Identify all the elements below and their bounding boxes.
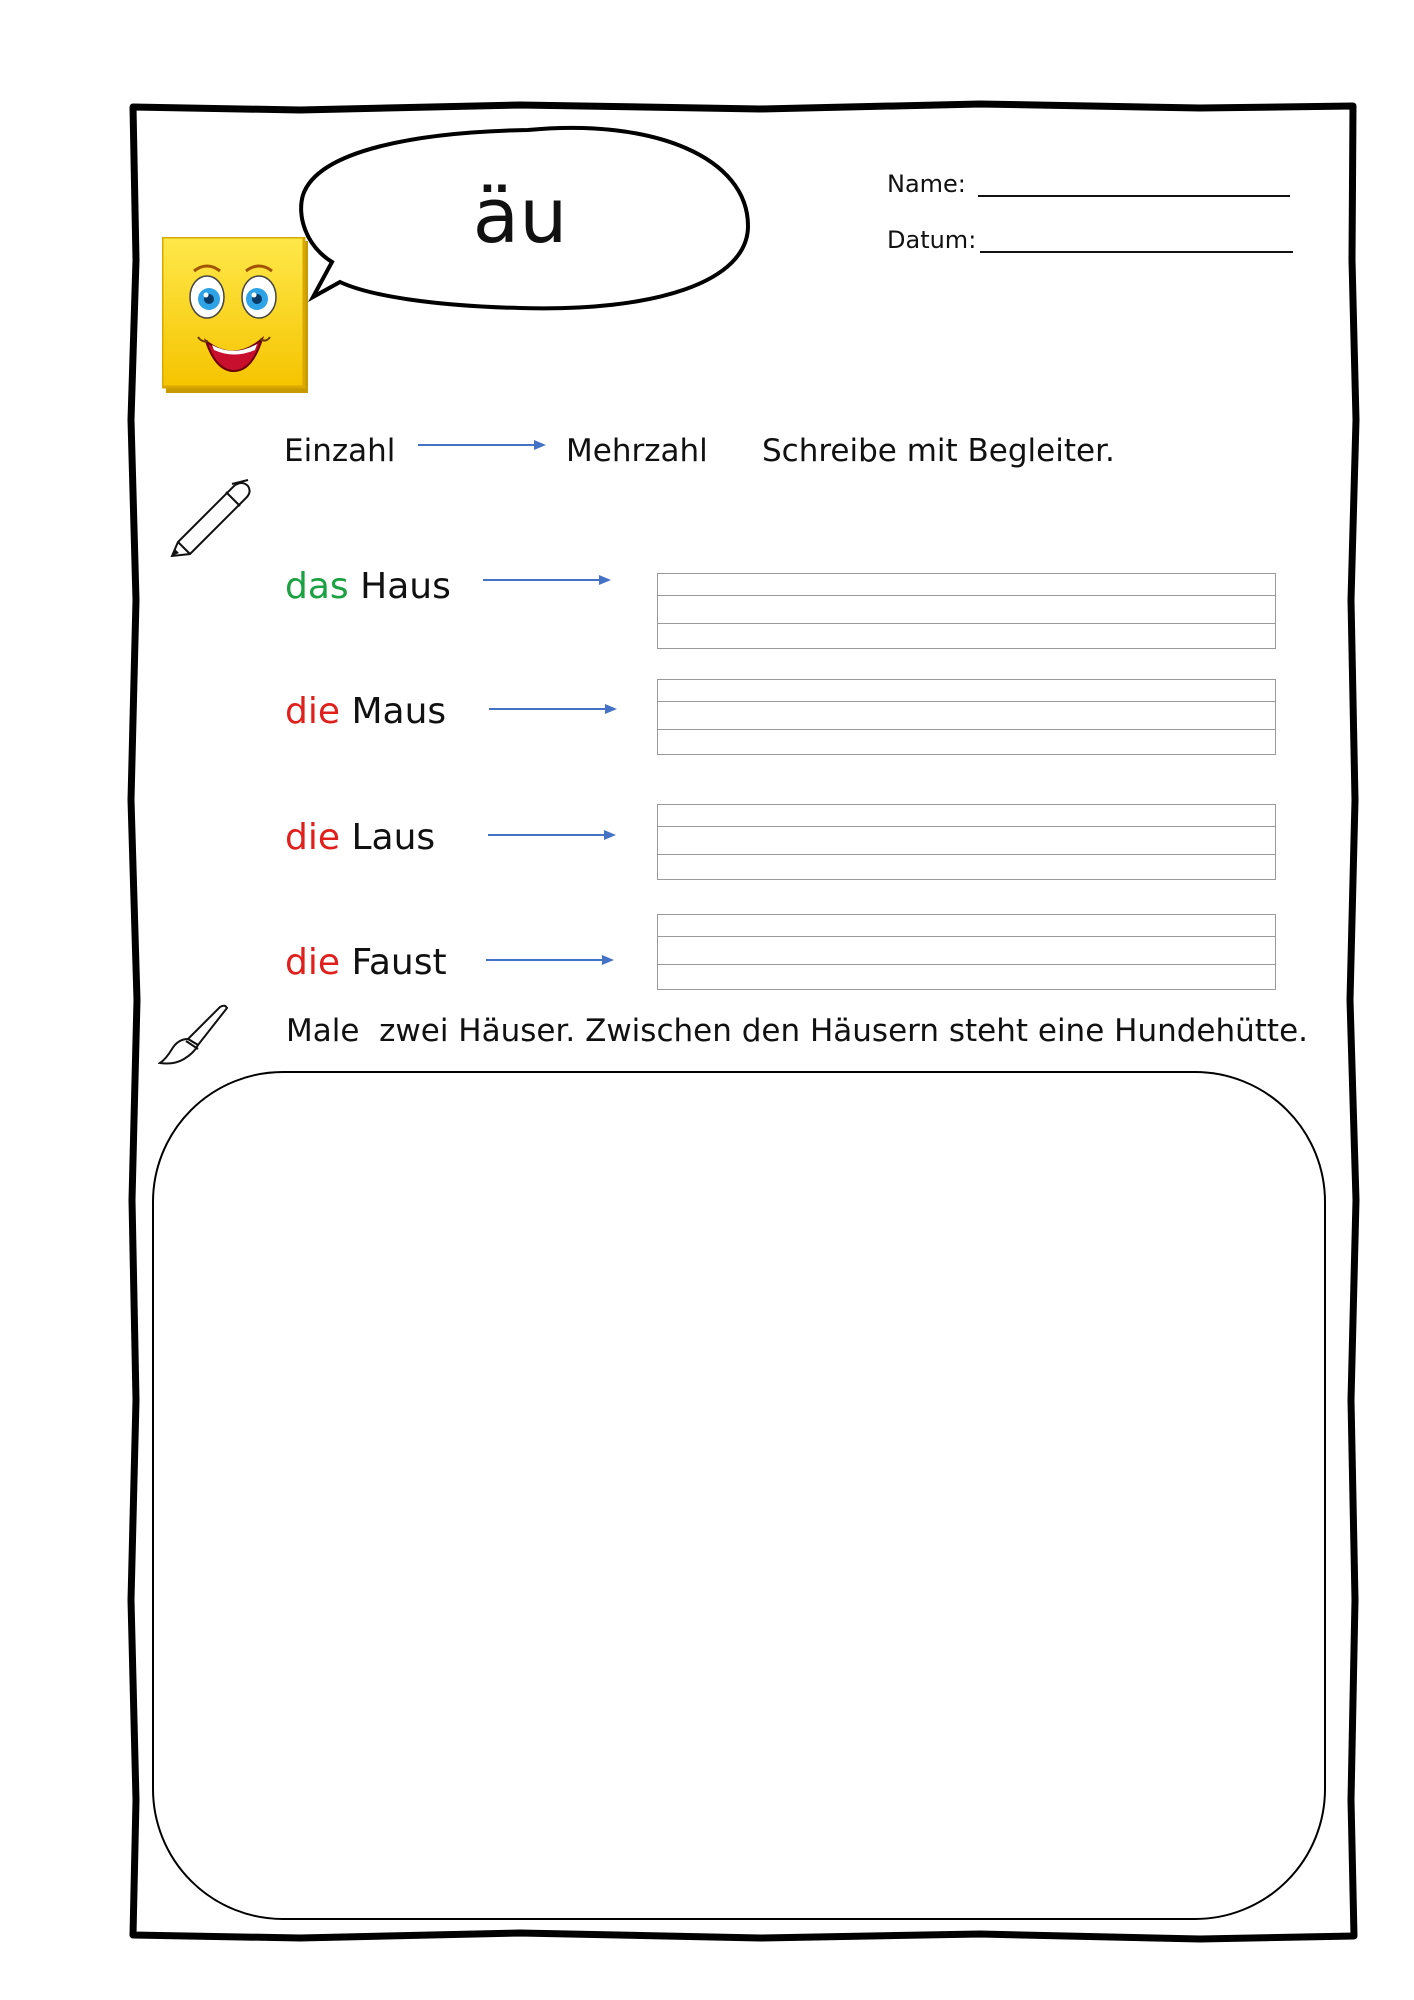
paintbrush-icon <box>158 1003 230 1067</box>
article-2: die <box>285 691 341 732</box>
article-3: die <box>285 817 341 858</box>
writing-lines-4[interactable] <box>657 914 1276 990</box>
word-row-4 <box>285 942 447 983</box>
date-line[interactable] <box>980 251 1293 253</box>
writing-lines-3[interactable] <box>657 804 1276 880</box>
noun-1: Haus <box>360 566 451 607</box>
article-4: die <box>285 942 341 983</box>
arrow-row-3 <box>486 827 618 843</box>
drawing-area <box>153 1072 1325 1919</box>
mehrzahl-label: Mehrzahl <box>566 433 708 469</box>
instruction-2: Male zwei Häuser. Zwischen den Häusern steht eine Hundehütte. <box>286 1013 1309 1049</box>
word-row-3 <box>285 817 435 858</box>
noun-3: Laus <box>351 817 436 858</box>
einzahl-label: Einzahl <box>284 433 396 469</box>
article-1: das <box>285 566 349 607</box>
noun-4: Faust <box>351 942 447 983</box>
instruction-1: Schreibe mit Begleiter. <box>762 433 1115 469</box>
writing-lines-1[interactable] <box>657 573 1276 649</box>
arrow-row-4 <box>484 952 616 968</box>
arrow-header <box>416 436 548 454</box>
writing-lines-2[interactable] <box>657 679 1276 755</box>
arrow-row-2 <box>487 701 619 717</box>
noun-2: Maus <box>351 691 447 732</box>
name-line[interactable] <box>978 195 1290 197</box>
date-label: Datum: <box>887 226 977 254</box>
name-label: Name: <box>887 170 966 198</box>
sound-heading: äu <box>472 171 568 260</box>
pen-icon <box>164 478 254 563</box>
arrow-row-1 <box>481 572 613 588</box>
word-row-2 <box>285 691 446 732</box>
word-row-1 <box>285 566 451 607</box>
smiley-face-icon <box>162 237 312 397</box>
